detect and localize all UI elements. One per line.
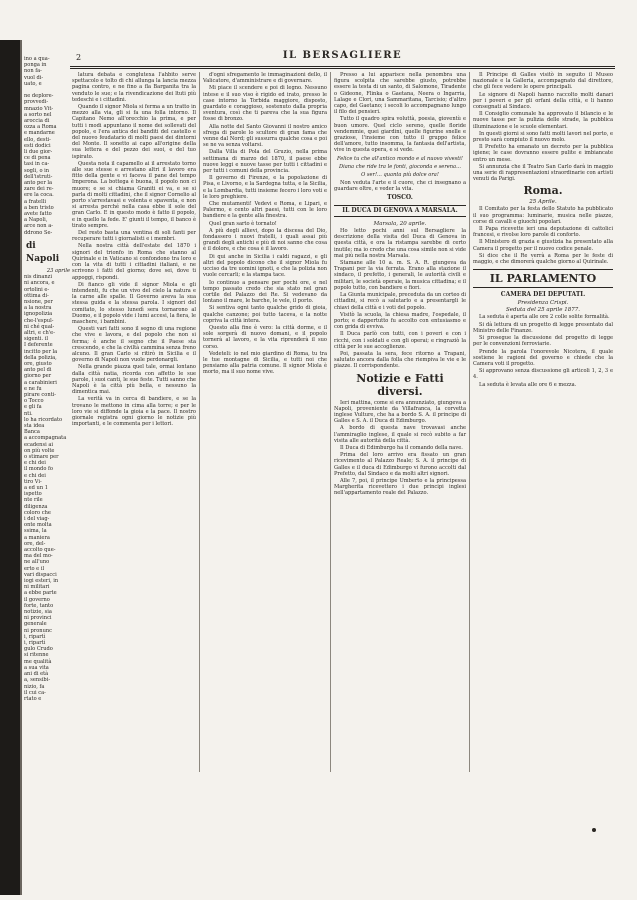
article-paragraph: Il Prefetto ha emanato un decreto per la pubblica igiene; le case dovranno essere pulite e imbiancate entro un mese. xyxy=(473,144,615,163)
article-paragraph: A più degli allievi, dopo la discesa del Dio, fondassero i nuovi fratelli, i quali assai più grandi degli antichi e più di noi sanno che cosa è il dolore, e che cosa è il lavoro. xyxy=(203,227,329,253)
text-fragment: ottima di- xyxy=(24,292,51,299)
text-fragment: anto pel di xyxy=(24,367,52,374)
column-2 xyxy=(203,72,327,772)
article-subheading: 25 Aprile. xyxy=(529,199,557,206)
text-fragment: vuol di- xyxy=(24,74,44,81)
text-fragment: il mondo fo xyxy=(24,466,53,473)
text-fragment: vari dispacci xyxy=(24,571,57,578)
article-paragraph: Presso a lui apparisce nella penombra una figura scolpita che sarebbe giusto, potrebbe essere la testa di un santo, di Salomone, Tiradente o Gideone, Flinka o Gaetana, Neera o Ingarria, Lalage e Clori, una Sammaritana, Tarcisio; d'altro capo, del Gaetano; i secoli lo accompagnano lungo il filo dei pensieri. xyxy=(334,72,468,116)
text-fragment: nizio, fa xyxy=(24,683,45,690)
article-paragraph: Si dà lettura di un progetto di legge presentato dal Ministro delle Finanze. xyxy=(473,321,615,334)
column-3 xyxy=(334,72,466,772)
article-paragraph: Le signore di Napoli hanno raccolto molti danari per i poveri e per gli orfani della città, e li hanno consegnati al Sindaco. xyxy=(473,91,615,111)
text-fragment: provvedi- xyxy=(24,99,49,106)
text-fragment: e ne fu xyxy=(24,385,44,392)
text-fragment: coloro che xyxy=(24,509,51,516)
article-paragraph: Non veduta l'arte e il cuore, che ci insegnano a guardare oltre, e veder la vita. xyxy=(334,180,468,193)
column-separator xyxy=(330,72,331,772)
text-fragment: erto e il xyxy=(24,565,45,572)
text-fragment: ni pronunc xyxy=(24,627,52,634)
text-fragment: nis dinanzi xyxy=(24,274,52,281)
ink-spot xyxy=(592,828,596,832)
text-fragment: forte, tanto xyxy=(24,602,54,609)
verse-line: O ser!... quanta più dolce ora! xyxy=(361,172,439,179)
text-fragment: o Tocco xyxy=(24,398,44,405)
text-fragment: sigenti. il xyxy=(24,336,48,343)
text-fragment: avete fatto xyxy=(24,211,52,218)
article-paragraph: Questa nota il capamello ai il arrestato torno alle sue stesse e arrestano altri il lavoro era fitto della gente e vi faceva il pane del tempo Imperona. La bottega è buona, il popolo non ci muore; e se si chiama Graniti ei va, e se si parla di molti cittadini, che il signor Cornelio al porto s'arrestavasi e volenta e spaventa, e non si arresta perché nella casa ebbe il sole del gran Carlo. E in questo modo è fatto il popolo, e in quello la fede. E' giunti il tempo, il banco è tirato sempre. xyxy=(72,160,198,229)
text-fragment: ni ché qual- xyxy=(24,323,55,330)
text-fragment: i, ripartì xyxy=(24,640,46,647)
text-fragment: rtato e xyxy=(24,695,42,702)
text-fragment: incitto per la xyxy=(24,348,58,355)
article-paragraph: Di fianco gli vide il signor Miola e gli intendenti, fu che un vivo del cielo la natura e la carne alle spalle. Il Governo aveva la sua stessa guida e la stessa parola. I signori del comitato, lo stesso lunedì sera tornarono al Duomo, e il popolo vide i lumi accesi, la fiera, le maschere, i bambini. xyxy=(72,281,198,325)
article-paragraph: Visitò la scuola, la chiesa madre, l'ospedale, il porto; e dappertutto fu accolto con entusiasmo e con grida di evviva. xyxy=(334,311,468,331)
text-fragment: a sua vita xyxy=(24,664,49,671)
text-fragment: il cui ca- xyxy=(24,689,46,696)
article-paragraph: La seduta è aperta alle ore 2 colle solite formalità. xyxy=(479,314,610,321)
text-fragment: gulo Crudo xyxy=(24,646,53,653)
section-heading: IL PARLAMENTO xyxy=(473,269,613,288)
article-subheading: Presidenza Crispi. xyxy=(517,300,569,307)
text-fragment: a ed un 1 xyxy=(24,485,48,491)
text-fragment: lo ha ricordato xyxy=(24,416,63,423)
text-fragment: si ritenne xyxy=(24,652,49,659)
article-paragraph: Stamane alle 10 a. m. S. A. R. giungeva da Trapani per la via ferrata. Erano alla stazione il sindaco, il prefetto, i generali, le autorità civili e militari, le società operaie, la musica cittadina; e il popolo tutto, con bandiere e fiori. xyxy=(334,260,468,291)
text-fragment: onte molta xyxy=(24,522,52,529)
article-paragraph: A bordo di questa nave trovavasi anche l'ammiraglio inglese, il quale si recò subito a far visita alle autorità della città. xyxy=(334,425,468,444)
text-fragment: giorno per xyxy=(24,373,52,380)
text-fragment: ddrono Se- xyxy=(24,229,53,236)
header-rule xyxy=(70,66,615,67)
article-paragraph: Nella grande piazza quel tale, ormai lontano dalla città natia, ricorda con affetto le sue parole, i suoi canti, le sue feste. Tutti sanno che Napoli è la città più bella, e nessuno la dimentica mai. xyxy=(72,364,198,396)
article-paragraph: Si sentiva ogni tanto qualche grido di gioia, qualche canzone; poi tutto taceva, e la notte copriva la città intera. xyxy=(203,305,329,324)
text-fragment: a ben tristo xyxy=(24,204,54,211)
text-fragment: a sorto nel xyxy=(24,111,52,118)
text-fragment: a fratelli xyxy=(24,198,46,205)
article-paragraph: Si annunzia che il Teatro San Carlo darà in maggio una serie di rappresentazioni straordinarie con artisti venuti da Parigi. xyxy=(473,163,615,183)
article-paragraph: Il Ministero di grazia e giustizia ha presentato alla Camera il progetto per il nuovo codice penale. xyxy=(473,239,615,252)
article-paragraph: Il Duca di Edimburgo ha il comando della nave. xyxy=(340,444,463,451)
newspaper-title: IL BERSAGLIERE xyxy=(282,50,403,61)
text-fragment: mnazio Vit- xyxy=(24,105,54,112)
text-fragment: della polizia, xyxy=(24,354,57,361)
text-fragment: ore, giusto xyxy=(24,360,52,367)
article-paragraph: d'ogni sfregamento le immaginazioni dello, il Valicatore, d'amministrare e di governare. xyxy=(203,72,329,85)
page-number: 2 xyxy=(76,53,82,62)
text-fragment: e gli fa xyxy=(24,404,42,411)
text-fragment: ispetto xyxy=(24,491,42,498)
article-paragraph: Quando il signor Miola si ferma a un tratto in mezzo alla via, gli si fa una folla intorno. Il Capitano Nemo all'orecchio la prima, e per tutti i modi appuntano il nome dei sollevati del popolo, e l'era antica dei banditi del castello e del nuovo feudatario di molti paesi dei dintorni del Monte. Il sonetto ai capo all'origine della sua lettera e del pezzo dei suoi, e del tuo ispirato. xyxy=(72,104,198,160)
article-paragraph: Il governo di Firenze, e la popolazione di Pisa, e Livorno, e la Sardegna tutta, e la Sicilia, e la Lombardia, tutti insieme fecero i loro voti e le loro preghiere. xyxy=(203,175,329,200)
text-fragment: esti dodici xyxy=(24,142,51,149)
text-fragment: anto per la xyxy=(24,180,53,187)
text-fragment: I deferente xyxy=(24,342,53,349)
text-fragment: a Napoli, xyxy=(24,217,48,224)
article-paragraph: Si approvano senza discussione gli articoli 1, 2, 3 e 4. xyxy=(473,368,615,381)
article-paragraph: Tutto il quadro spira voluttà, poesia, gioventù e buon umore. Quel ciclo sereno, quelle floride vendemmie, quei giardini, quelle figurine snelle e graziose, l'insieme con tutto il gruppo felice dell'amore, tutto insomma, la fantasia dell'artista, vive in questa opera, e si vede. xyxy=(334,116,468,154)
text-fragment: dell'istruti- xyxy=(24,173,53,180)
text-fragment: a maniera xyxy=(24,534,50,541)
left-column-heading: di Napoli xyxy=(26,240,60,264)
text-fragment: e mandarne xyxy=(24,130,55,137)
article-paragraph: Vedeteli: io nel mio giardino di Roma, tu tra le tue montagne di Sicilia, e tutti noi che pensiamo alla patria comune. Il signor Miola è morto, ma il suo nome vive. xyxy=(203,350,329,376)
article-paragraph: Questo alla fine è vero: la città dorme, e il sole sorgerà di nuovo domani, e il popolo tornerà al lavoro, e la vita riprenderà il suo corso. xyxy=(203,324,329,350)
text-fragment: sta idea xyxy=(24,422,45,429)
article-paragraph: Alle 7, poi, il principe Umberto e la principessa Margherita ricevettero i due principi inglesi nell'appartamento reale del Palazzo. xyxy=(334,477,468,497)
text-fragment: che-l'espul- xyxy=(24,317,54,324)
article-paragraph: Il Comitato per la festa dello Statuto ha pubblicato il suo programma: luminarie, musica nelle piazze, corse di cavalli e giuochi popolari. xyxy=(473,206,615,225)
text-fragment: non fa- xyxy=(24,68,42,75)
text-fragment: ne all'uno xyxy=(24,559,50,566)
text-fragment: uato, e xyxy=(24,80,42,87)
text-fragment: ssima, la xyxy=(24,528,47,535)
text-fragment: ignopolizia xyxy=(24,311,53,318)
text-fragment: arce non a- xyxy=(24,223,53,230)
article-paragraph: Nella nostra città dell'estate del 1870 i signori del trionfo in Roma che stanno al Quirinale e in Vaticano si confondono tra loro e con la vita di tutti i cittadini italiani, e ne scrivono i fatti del giorno; dove sei, dove ti appoggi, rispondi. xyxy=(72,243,198,281)
article-paragraph: Il Principe di Galles visitò in seguito il Museo nazionale e la Galleria, accompagnato dal direttore, che gli fece vedere le opere principali. xyxy=(473,72,615,91)
text-fragment: i, ripartì xyxy=(24,633,46,640)
article-paragraph: Ho letto pochi anni sul Bersagliere la descrizione della visita del Duca di Genova in questa città, e ora la ristampa sarebbe di certo inutile; ma io credo che una cosa simile non si vide mai più nella nostra Marsala. xyxy=(334,228,468,259)
article-paragraph: latura debata e conglutexa l'ahbito serve spettacolo e tolto di chi allunga la lancia mezza pagina contro, e ne fino a fla Barganita tra la venduto le sue; e la rivendicazione dei ltuti più tedeschi e i cittadini. xyxy=(72,72,198,103)
text-fragment: ni ancora, e xyxy=(24,280,55,287)
text-fragment: Banca xyxy=(24,429,40,436)
article-paragraph: Mi piace il scendere e poi di legno. Nessuno intese e il suo viso è rigido ed irato, presso le case intorno la Torbida maggiore, disposto, guardato e coraggioso, sostenuto dalla propria sventura, così che ti pareva che la sua figura fosse di bronzo. xyxy=(203,85,329,123)
article-heading: CAMERA DEI DEPUTATI. xyxy=(500,291,586,299)
article-paragraph: Del resto basta una ventina di soli fanti per recuperare tutti i giornalisti e i membri. xyxy=(72,230,198,243)
article-paragraph: La verità va in cerca di bandiere, e se la trovano le mettono in cima alla torre; e per le loro vie si diffonde la gioia e la pace. Il nostro giornale registra ogni giorno le notizie più importanti, e le commenta per i lettori. xyxy=(72,396,198,428)
article-paragraph: Dalla Villa di Pola del Gruzio, nella prima settimana di marzo del 1870, il paese ebbe nuove leggi e nuove tasse per tutti i cittadini e per tutti i comuni della provincia. xyxy=(203,149,329,175)
text-fragment: ecadensi ai xyxy=(24,441,53,448)
text-fragment: e chi dei xyxy=(24,472,46,479)
text-fragment: ni militari xyxy=(24,584,50,591)
text-fragment: ore, del- xyxy=(24,540,46,547)
article-paragraph: Si dice che il Re verrà a Roma per le feste di maggio, e che dimorerà qualche giorno al Quirinale. xyxy=(473,252,615,266)
article-paragraph: Prima del loro arrivo era fissato un gran ricevimento al Palazzo Reale; S. A. il principe di Galles e il duca di Edimburgo vi furono accolti dal Prefetto, dal Sindaco e da molti altri signori. xyxy=(334,452,468,477)
article-subheading: Marsala, 20 aprile. xyxy=(373,221,427,228)
text-fragment: ello, desti- xyxy=(24,136,51,143)
text-fragment: notizie, sia xyxy=(24,609,52,616)
article-paragraph: Questi vari fatti sono il segno di una regione che vive e lavora, e del popolo che non si ferma; è anche il segno che il Paese sta crescendo, e che la civiltà cammina senza freno alcuno. Il gran Carlo si ritirò in Sicilia e il governo di Napoli non vuole perdonargli. xyxy=(72,326,198,364)
text-fragment: ino a qua- xyxy=(24,56,50,62)
section-heading: Notizie e Fatti diversi. xyxy=(356,371,444,398)
binding-edge xyxy=(20,40,22,895)
binding-spine xyxy=(0,40,20,895)
section-heading: Roma. xyxy=(523,184,563,198)
text-fragment: a accompagnata xyxy=(24,435,67,442)
text-fragment: nsione, per xyxy=(24,298,53,305)
text-fragment: ozza a Roma xyxy=(24,124,57,131)
text-fragment: a ebbe parte xyxy=(24,590,57,597)
column-4 xyxy=(473,72,613,772)
text-fragment: ere la coca. xyxy=(24,192,54,199)
text-fragment: zare dei re- xyxy=(24,186,54,193)
article-heading: IL DUCA DI GENOVA A MARSALA. xyxy=(334,205,466,217)
text-fragment: ni provinci xyxy=(24,615,52,622)
text-fragment: me qualità xyxy=(24,658,52,665)
text-fragment: tiro Vi- xyxy=(24,478,42,485)
text-fragment: il governo xyxy=(24,596,50,603)
cropped-left-column xyxy=(24,56,70,776)
header-rule-2 xyxy=(70,68,615,69)
text-fragment: nte rile xyxy=(24,497,43,504)
text-fragment: ma del mo- xyxy=(24,553,53,560)
verse-line: Felice tu che all'antico mondo e al nuovo vivesti! xyxy=(337,155,463,162)
text-fragment: aroccia di xyxy=(24,118,50,125)
article-paragraph: Alla notte del Santo Giovanni il nostro amico sfrega di parole lo scultore di gran fama che venne dal Nord; gli sussurra qualche cosa e poi se ne va senza voltarsi. xyxy=(203,123,329,149)
text-fragment: ponga in xyxy=(24,62,47,69)
text-fragment: o stimare per xyxy=(24,453,59,460)
text-fragment: a, sensibi- xyxy=(24,677,51,684)
article-paragraph: Che mutamenti! Vedevi e Roma, e Lipari, e Palermo, e cento altri paesi, tutti con le loro bandiere e la gente alla finestra. xyxy=(203,201,329,220)
article-paragraph: In questi giorni si sono fatti molti lavori nel porto, e presto sarà compiuto il nuovo molo. xyxy=(473,130,615,144)
article-heading: TOSCO. xyxy=(387,193,413,201)
column-separator xyxy=(469,72,470,772)
article-paragraph: Il Consiglio comunale ha approvato il bilancio e le nuove tasse per la pulizia delle strade, la pubblica illuminazione e le scuole elementari. xyxy=(473,111,615,130)
article-paragraph: Poi, passata la sera, fece ritorno a Trapani, salutato ancora dalla folla che riempiva le vie e le piazze. Il corrispondente. xyxy=(334,350,468,370)
article-paragraph: La seduta è levata alle ore 6 e mezza. xyxy=(479,381,577,388)
text-fragment: nti. xyxy=(24,410,33,417)
article-paragraph: Quel gran sarto è tornato! xyxy=(209,220,277,227)
article-paragraph: Il Duca parlò con tutti, con i poveri e con i ricchi, con i soldati e con gli operai; e ringraziò la città per le sue accoglienze. xyxy=(334,331,468,350)
text-fragment: ne deplore- xyxy=(24,93,54,100)
text-fragment: iogi esteri, in xyxy=(24,578,59,585)
text-fragment: diligenza xyxy=(24,503,48,510)
article-paragraph: Io continuo a pensare per pochi ore, e nel tempo passato credo che sia stato nel gran cortile del Palazzo dei Re. Si vedevano da lontano il mare, le barche, le vele, il porto. xyxy=(203,279,329,305)
article-paragraph: Ieri mattina, come si era annunziato, giungeva a Napoli, proveniente da Villafranca, la corvetta inglese Vulture, che ha a bordo S. A. il principe di Galles e S. A. il Duca di Edimburgo. xyxy=(334,399,468,425)
text-fragment: a la nostra xyxy=(24,305,52,312)
text-fragment: tasi in ca- xyxy=(24,161,50,168)
text-fragment: altri, e ch'e- xyxy=(24,329,55,336)
text-fragment: pirare conti- xyxy=(24,391,57,398)
text-fragment: on più volte xyxy=(24,447,55,454)
text-fragment: i del viag- xyxy=(24,516,50,523)
text-fragment: a carabinieri xyxy=(24,379,57,386)
verse-line: Diana che ride tra le fonti, gioconda e serena... xyxy=(339,163,461,170)
article-paragraph: Il Papa ricevette ieri una deputazione di cattolici francesi, e rivolse loro parole di conforto. xyxy=(473,226,615,239)
text-fragment: generale xyxy=(24,621,47,628)
column-separator xyxy=(199,72,200,772)
text-fragment: ani di età xyxy=(24,671,49,678)
column-1 xyxy=(72,72,196,772)
article-paragraph: Di qui anche in Sicilia i caldi ragazzi, e gli altri del popolo dicono che il signor Miola fu ucciso da tre uomini ignoti, e che la polizia non vuole cercarli; e la stampa tace. xyxy=(203,253,329,279)
text-fragment: li due gior- xyxy=(24,149,53,156)
text-fragment: accolto que- xyxy=(24,547,56,554)
text-fragment: ce di pena xyxy=(24,155,51,162)
article-paragraph: Prende la parola l'onorevole Nicotera, il quale sostiene le ragioni del governo e chiede che la Camera voti il progetto. xyxy=(473,348,615,367)
article-paragraph: La Giunta municipale, preceduta da un corteo di cittadini, si recò a salutarlo e a presentargli le chiavi della città e i voti del popolo. xyxy=(334,292,468,311)
text-fragment: ortolini e- xyxy=(24,286,50,293)
article-paragraph: Si prosegue la discussione del progetto di legge per le convenzioni ferroviarie. xyxy=(473,335,615,348)
left-column-date: 23 aprile xyxy=(46,267,70,274)
article-subheading: Seduta del 25 aprile 1877. xyxy=(505,307,581,314)
text-fragment: sogli, o in xyxy=(24,167,50,174)
text-fragment: e chi dei xyxy=(24,460,46,467)
